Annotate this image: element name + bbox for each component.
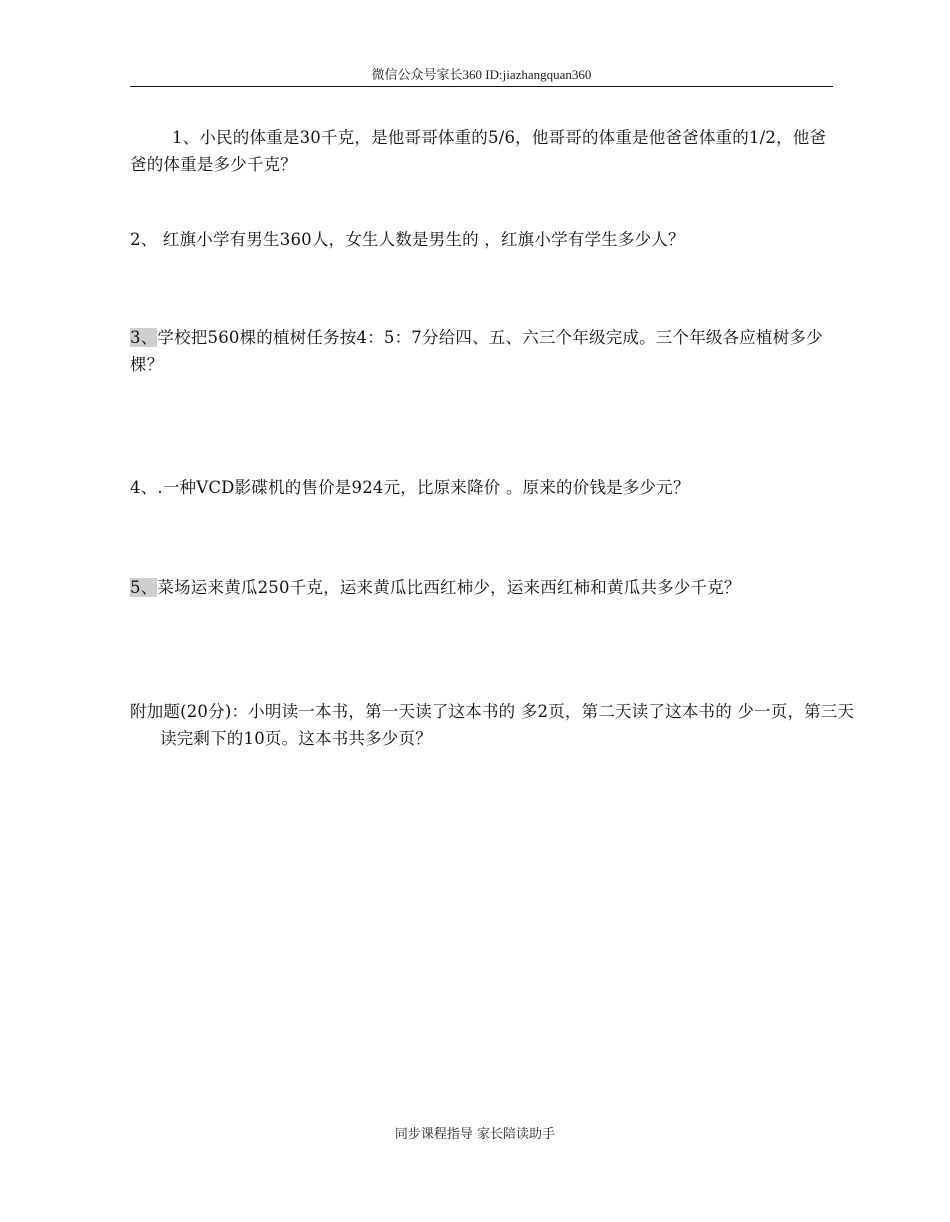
page-footer: 同步课程指导 家长陪读助手 [394, 1127, 556, 1142]
question-4-text: 4、.一种VCD影碟机的售价是924元，比原来降价 。原来的价钱是多少元？ [130, 478, 690, 497]
question-5-text: 菜场运来黄瓜250千克，运来黄瓜比西红柿少，运来西红柿和黄瓜共多少千克？ [157, 578, 741, 597]
question-5 [130, 574, 836, 601]
question-3 [130, 324, 836, 378]
question-5-number: 5、 [130, 578, 158, 597]
question-3-number: 3、 [130, 328, 158, 347]
page-header: 微信公众号家长360 ID:jiazhangquan360 [130, 66, 833, 87]
question-2 [130, 226, 836, 253]
bonus-question-text: 附加题(20分)：小明读一本书，第一天读了这本书的 多2页，第二天读了这本书的 少一页，第三天读完剩下的10页。这本书共多少页？ [130, 702, 855, 748]
question-4 [130, 474, 836, 501]
question-1-text: 1、小民的体重是30千克，是他哥哥体重的5/6，他哥哥的体重是他爸爸体重的1/2，他爸爸的体重是多少千克？ [130, 128, 827, 174]
question-2-text: 2、 红旗小学有男生360人，女生人数是男生的 ，红旗小学有学生多少人？ [130, 230, 685, 249]
question-1 [130, 124, 836, 178]
question-3-text: 学校把560棵的植树任务按4：5：7分给四、五、六三个年级完成。三个年级各应植树多少棵？ [130, 328, 823, 374]
bonus-question [130, 698, 866, 752]
